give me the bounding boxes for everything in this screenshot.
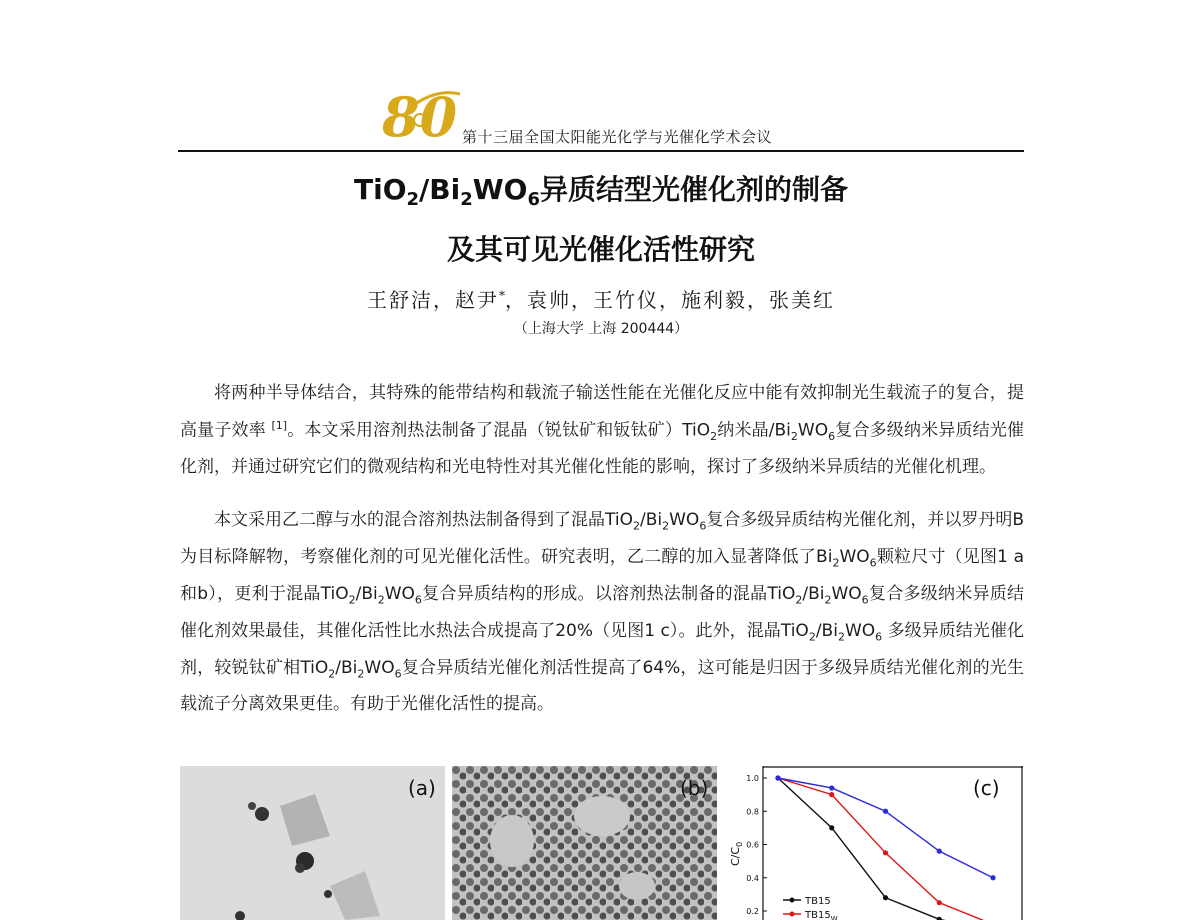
conference-logo <box>380 86 462 146</box>
data-point-2-4 <box>990 875 995 880</box>
data-point-0-2 <box>883 895 888 900</box>
header-rule <box>178 150 1024 152</box>
legend-tb15w: $TB15_W$ <box>805 910 838 920</box>
data-point-2-0 <box>775 775 780 780</box>
paragraph-1: 将两种半导体结合，其特殊的能带结构和载流子输送性能在光催化反应中能有效抑制光生载流子的复合，提高量子效率 [1]。本文采用溶剂热法制备了混晶（锐钛矿和钣钛矿）TiO$_2$纳米晶$/Bi_2WO_6$复合多级纳米异质结光催化剂，并通过研究它们的微观结构和光电特性对其光催化性能的影响，探讨了多级纳米异质结的光催化机理。 <box>180 383 1025 478</box>
conference-name: 第十三届全国太阳能光化学与光催化学术会议 <box>462 128 773 146</box>
figure-panel-a <box>180 766 445 920</box>
legend-tb15: TB15 <box>805 896 831 907</box>
logo-digits: 80 <box>382 86 458 146</box>
paper-title-line1: $TiO_2/Bi_2WO_6$异质结型光催化剂的制备 <box>354 173 848 210</box>
figure-label-c: (c) <box>973 776 1000 800</box>
data-point-2-3 <box>937 849 942 854</box>
data-point-1-3 <box>937 900 942 905</box>
author-list: 王舒洁，赵尹*，袁帅，王竹仪，施利毅，张美红 <box>367 288 835 312</box>
chart-legend <box>783 896 838 920</box>
y-tick-label: 0.2 <box>746 907 759 916</box>
paper-title-line2: 及其可见光催化活性研究 <box>446 233 755 266</box>
y-tick-label: 1.0 <box>746 774 759 783</box>
data-point-1-1 <box>829 792 834 797</box>
data-point-2-1 <box>829 785 834 790</box>
data-point-2-2 <box>883 809 888 814</box>
y-tick-label: 0.4 <box>746 873 759 883</box>
y-tick-label: 0.6 <box>746 840 759 850</box>
figure-label-a: (a) <box>408 776 436 800</box>
series-line-2 <box>778 778 993 878</box>
figure-panel-c <box>723 766 1023 920</box>
data-point-0-1 <box>829 825 834 830</box>
data-point-1-2 <box>883 850 888 855</box>
tem-image-a <box>180 766 445 920</box>
figure-panel-b <box>452 766 717 920</box>
paragraph-2: 本文采用乙二醇与水的混合溶剂热法制备得到了混晶$TiO_2/Bi_2WO_6$复合多级异质结构光催化剂，并以罗丹明B为目标降解物，考察催化剂的可见光催化活性。研究表明，乙二醇的加入显著降低了$Bi_2WO_6$颗粒尺寸（见图1 a和b），更利于混晶$TiO_2/Bi_2WO_6$复合异质结构的形成。以溶剂热法制备的混晶$TiO_2/Bi_2WO_6$复合多级纳米异质结催化剂效果最佳，其催化活性比水热法合成提高了20%（见图1 c）。此外，混晶$TiO_2/Bi_2WO_6$ 多级异质结光催化剂，较锐钛矿相$TiO_2/Bi_2WO_6$复合异质结光催化剂活性提高了64%，这可能是归因于多级异质结光催化剂的光生载流子分离效果更佳。有助于光催化活性的提高。 <box>180 510 1025 715</box>
figure-label-b: (b) <box>680 776 709 800</box>
tem-image-b <box>452 766 717 920</box>
y-axis-label: $C/C_0$ <box>729 841 744 866</box>
affiliation: （上海大学 上海 200444） <box>513 321 689 337</box>
y-tick-label: 0.8 <box>746 807 759 817</box>
